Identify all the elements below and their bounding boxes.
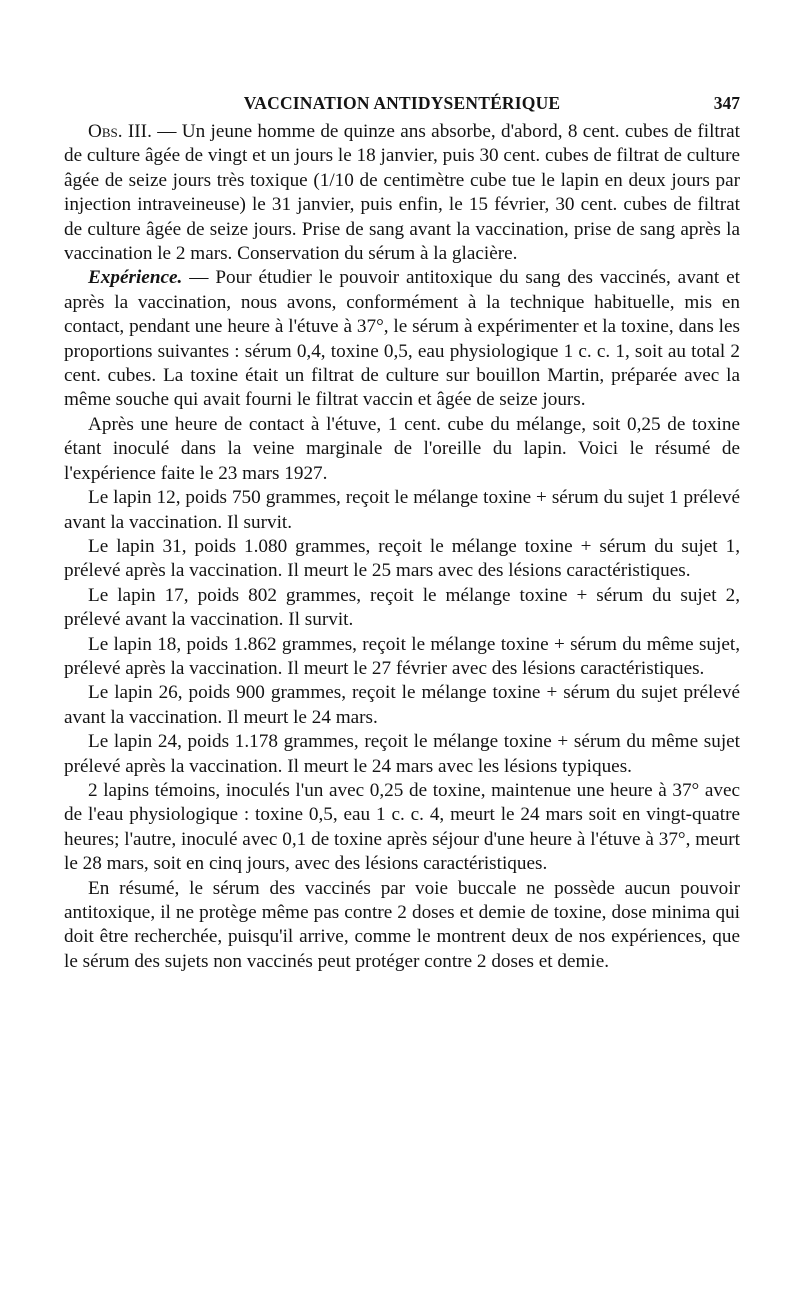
running-title: VACCINATION ANTIDYSENTÉRIQUE — [243, 93, 561, 113]
paragraph-control-rabbits: 2 lapins témoins, inoculés l'un avec 0,25 de toxine, maintenue une heure à 37° avec de l'eau physiologique : toxine 0,5, eau 1 c. c. 4, meurt le 24 mars soit en vingt-quatre heures; l'autre, inoculé avec 0,1 de toxine après séjour d'une heure à l'étuve à 37°, meurt le 28 mars, soit en cinq jours, avec des lésions caractéristiques. — [64, 779, 740, 875]
experience-text: — Pour étudier le pouvoir antitoxique du sang des vaccinés, avant et après la vaccination, nous avons, conformément à la technique habituelle, mis en contact, pendant une heure à l'étuve à 37°, le sérum à expérimenter et la toxine, dans les proportions suivantes : sérum 0,4, toxine 0,5, eau physiologique 1 c. c. 1, soit au total 2 cent. cubes. La toxine était un filtrat de culture sur bouillon Martin, préparée avec la même souche qui avait fourni le filtrat vaccin et âgée de seize jours. — [64, 267, 740, 411]
running-header — [64, 86, 740, 120]
observation-text: — Un jeune homme de quinze ans absorbe, d'abord, 8 cent. cubes de filtrat de culture âgée de vingt et un jours le 18 janvier, puis 30 cent. cubes de filtrat de culture âgée de seize jours très toxique (1/10 de centimètre cube tue le lapin en deux jours par injection intraveineuse) le 31 janvier, puis enfin, le 15 février, 30 cent. cubes de filtrat de culture âgée de seize jours. Prise de sang avant la vaccination, prise de sang après la vaccination le 2 mars. Conservation du sérum à la glacière. — [64, 121, 740, 265]
body-text — [64, 120, 740, 974]
paragraph-summary: En résumé, le sérum des vaccinés par voie buccale ne possède aucun pouvoir antitoxique, il ne protège même pas contre 2 doses et demie de toxine, dose minima qui doit être recherchée, puisqu'il arrive, comme le montrent deux de nos expériences, que le sérum des sujets non vaccinés peut protéger contre 2 doses et demie. — [64, 877, 740, 972]
paragraph-observation — [64, 120, 740, 266]
observation-label: Obs. III. — [88, 121, 152, 142]
paragraph-contact: Après une heure de contact à l'étuve, 1 cent. cube du mélange, soit 0,25 de toxine étant inoculé dans la veine marginale de l'oreille du lapin. Voici le résumé de l'expérience faite le 23 mars 1927. — [64, 413, 740, 484]
paragraph-rabbit-24: Le lapin 24, poids 1.178 grammes, reçoit le mélange toxine + sérum du même sujet prélevé après la vaccination. Il meurt le 24 mars avec les lésions typiques. — [64, 731, 740, 777]
paragraph-rabbit-31: Le lapin 31, poids 1.080 grammes, reçoit le mélange toxine + sérum du sujet 1, prélevé après la vaccination. Il meurt le 25 mars avec des lésions caractéristiques. — [64, 535, 740, 582]
paragraph-rabbit-17: Le lapin 17, poids 802 grammes, reçoit le mélange toxine + sérum du sujet 2, prélevé avant la vaccination. Il survit. — [64, 584, 740, 631]
paragraph-experience — [64, 266, 740, 412]
page-number: 347 — [713, 93, 740, 113]
experience-label: Expérience. — [88, 267, 183, 289]
paragraph-rabbit-18: Le lapin 18, poids 1.862 grammes, reçoit le mélange toxine + sérum du même sujet, prélevé après la vaccination. Il meurt le 27 février avec des lésions caractéristiques. — [64, 633, 740, 679]
book-page — [64, 86, 740, 974]
paragraph-rabbit-12: Le lapin 12, poids 750 grammes, reçoit le mélange toxine + sérum du sujet 1 prélevé avant la vaccination. Il survit. — [64, 487, 740, 533]
paragraph-rabbit-26: Le lapin 26, poids 900 grammes, reçoit le mélange toxine + sérum du sujet prélevé avant la vaccination. Il meurt le 24 mars. — [64, 682, 740, 728]
